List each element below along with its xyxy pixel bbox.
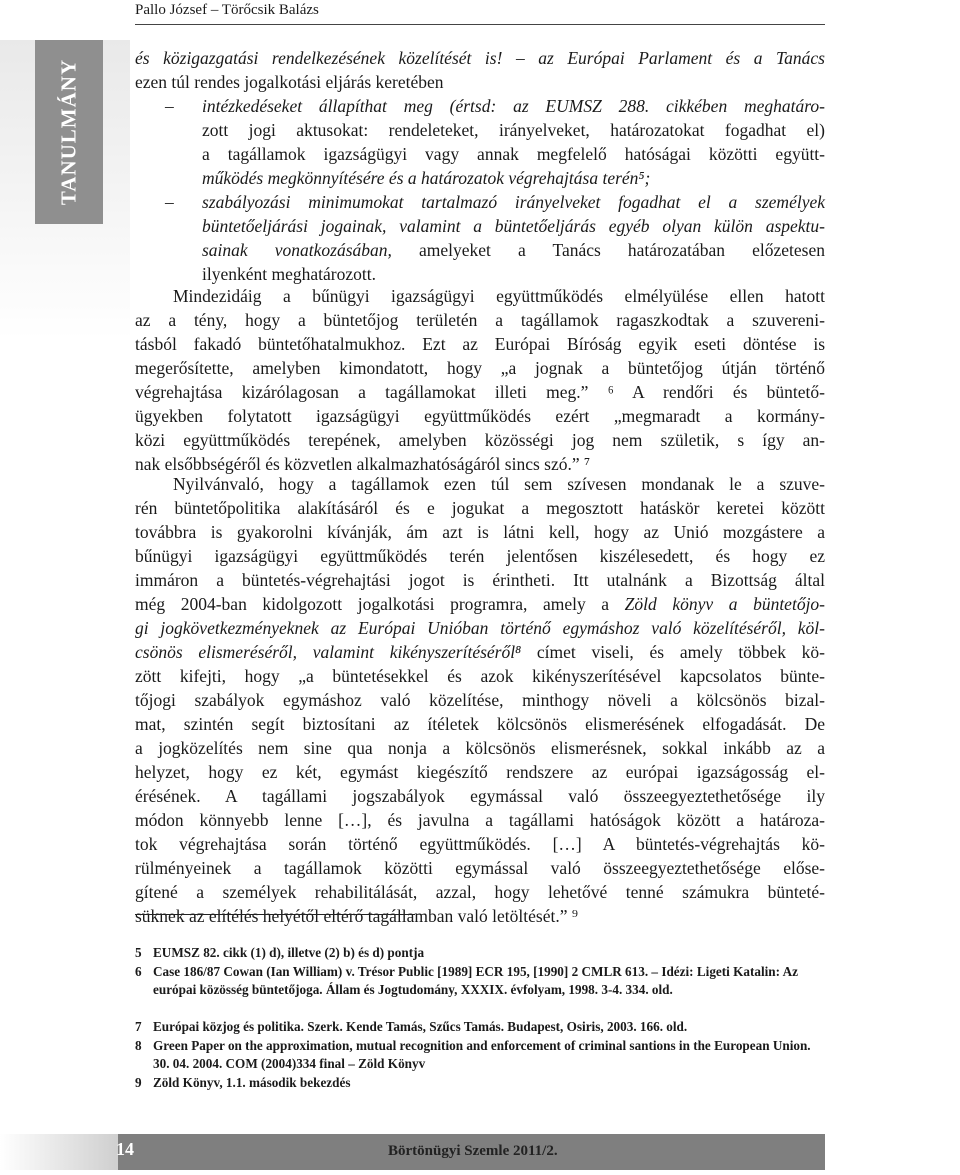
text-line: és közigazgatási rendelkezésének közelítését is! – az Európai Parlament és a Tanács <box>135 48 825 68</box>
page-number: 14 <box>116 1139 134 1159</box>
text-line <box>135 592 825 616</box>
text-line: tásból fakadó büntetőhatalmukhoz. Ezt az Európai Bíróság egyik eseti döntése is <box>135 334 825 354</box>
footnote-text: Case 186/87 Cowan (Ian William) v. Trésor Public [1989] ECR 195, [1990] 2 CMLR 613. – Idézi: Ligeti Katalin: Az európai közösség büntetőjoga. Állam és Jogtudomány, XXXIX. évfolyam, 1998. 3-4. 334. old. <box>153 964 798 997</box>
text-line: immáron a büntetés-végrehajtási jogot is érintheti. Itt utalnánk a Bizottság által <box>135 570 825 590</box>
footnote-text: EUMSZ 82. cikk (1) d), illetve (2) b) és d) pontja <box>153 945 425 960</box>
text-line: működés megkönnyítésére és a határozatok végrehajtása terén⁵; <box>202 168 651 188</box>
text-line: az a tény, hogy a büntetőjog területén a tagállamok ragaszkodtak a szuvereni- <box>135 310 825 330</box>
footnote-text: Európai közjog és politika. Szerk. Kende Tamás, Szűcs Tamás. Budapest, Osiris, 2003. 166. old. <box>153 1019 688 1034</box>
text-fragment: címet viseli, és amely többek kö- <box>521 642 826 662</box>
text-line: süknek az elítélés helyétől eltérő tagállamban való letöltését.” ⁹ <box>135 906 578 926</box>
text-line <box>135 640 825 664</box>
text-line <box>202 238 825 262</box>
text-fragment: Zöld könyv a büntetőjo- <box>624 594 826 614</box>
text-line: a tagállamok igazságügyi vagy annak megfelelő hatóságai közötti együtt- <box>202 144 825 164</box>
text-line: módon könnyebb lenne […], és javulna a tagállami hatóságok között a határoza- <box>135 810 825 830</box>
text-line: rülményeinek a tagállamok közötti egymással való összeegyeztethetősége előse- <box>135 858 825 878</box>
text-line: helyzet, hogy ez két, egymást kiegészítő rendszere az európai igazságosság el- <box>135 762 825 782</box>
text-line: zott jogi aktusokat: rendeleteket, irányelveket, határozatokat fogadhat el) <box>202 120 825 140</box>
running-header <box>135 0 825 25</box>
footnote-number: 6 <box>135 964 142 979</box>
text-line: szabályozási minimumokat tartalmazó irányelveket fogadhat el a személyek <box>202 192 825 212</box>
section-tab-label: TANULMÁNY <box>56 58 81 206</box>
text-line: mat, szintén segít biztosítani az ítéletek kölcsönös elismerésének elfogadását. De <box>135 714 825 734</box>
text-fragment: intézkedéseket állapíthat meg (értsd: az EUMSZ 288. cikkében meghatáro- <box>202 96 825 116</box>
journal-title: Börtönügyi Szemle 2011/2. <box>388 1143 558 1159</box>
text-line: Nyilvánvaló, hogy a tagállamok ezen túl sem szívesen mondanak le a szuve- <box>173 474 825 494</box>
text-line: tok végrehajtása során történő együttműködés. […] A büntetés-végrehajtás kö- <box>135 834 825 854</box>
text-line: a jogközelítés nem sine qua nonja a kölcsönös elismerésnek, sokkal inkább az a <box>135 738 825 758</box>
list-bullet-dash: – <box>165 192 174 212</box>
text-line: tőjogi szabályok egymáshoz való közelítése, minthogy növeli a kölcsönös bizal- <box>135 690 825 710</box>
text-line: rén büntetőpolitika alakításáról és e jogukat a megosztott hatáskör keretei között <box>135 498 825 518</box>
footnote-number: 5 <box>135 945 142 960</box>
text-line: megerősítette, amelyben kimondatott, hogy „a jognak a büntetőjog útján történő <box>135 358 825 378</box>
text-line: ezen túl rendes jogalkotási eljárás keretében <box>135 72 444 92</box>
footnote-number: 9 <box>135 1075 142 1090</box>
text-line: ilyenként meghatározott. <box>202 264 376 284</box>
text-line: ügyekben folytatott igazságügyi együttműködés ezért „megmaradt a kormány- <box>135 406 825 426</box>
text-line: gi jogkövetkezményeknek az Európai Unióban történő egymáshoz való közelítéséről, köl- <box>135 618 825 638</box>
footnote-number: 7 <box>135 1019 142 1034</box>
footer-fade <box>0 1134 118 1170</box>
text-fragment: amelyeket a Tanács határozatában előzetesen <box>391 240 825 260</box>
text-line <box>202 94 825 118</box>
text-line: nak elsőbbségéről és közvetlen alkalmazhatóságáról sincs szó.” ⁷ <box>135 454 591 474</box>
header-authors: Pallo József – Törőcsik Balázs <box>135 2 319 18</box>
text-line: végrehajtása kizárólagosan a tagállamokat illeti meg.” ⁶ A rendőri és büntető- <box>135 382 825 402</box>
text-fragment: csönös elismeréséről, valamint kikényszerítéséről⁸ <box>135 642 522 662</box>
list-bullet-dash: – <box>165 96 174 116</box>
text-line: bűnügyi igazságügyi együttműködés terén jelentősen kiszélesedett, és hogy ez <box>135 546 825 566</box>
footnote-text: Green Paper on the approximation, mutual recognition and enforcement of criminal santions in the European Union. 30. 04. 2004. COM (2004)334 final – Zöld Könyv <box>153 1038 811 1071</box>
text-line: továbbra is gyakorolni kívánják, ám azt is látni kell, hogy az Unió mozgástere a <box>135 522 825 542</box>
section-tab <box>35 40 103 224</box>
text-line: Mindezidáig a bűnügyi igazságügyi együttműködés elmélyülése ellen hatott <box>173 286 825 306</box>
text-line: gítené a személyek rehabilitálását, azzal, hogy lehetővé tenné számukra bünteté- <box>135 882 825 902</box>
footnote-text: Zöld Könyv, 1.1. második bekezdés <box>153 1075 351 1090</box>
text-line: közi együttműködés terepének, amelyben közösségi jog nem születik, s így an- <box>135 430 825 450</box>
text-line: büntetőeljárási jogainak, valamint a büntetőeljárás egyéb olyan külön aspektu- <box>202 216 825 236</box>
footnote-separator <box>135 914 415 915</box>
text-fragment: sainak vonatkozásában, <box>202 240 392 260</box>
footnote-number: 8 <box>135 1038 142 1053</box>
text-line: zött kifejti, hogy „a büntetésekkel és azok kikényszerítésével kapcsolatos bünte- <box>135 666 825 686</box>
text-line: érésének. A tagállami jogszabályok egymással való összeegyeztethetősége ily <box>135 786 825 806</box>
text-fragment: még 2004-ban kidolgozott jogalkotási programra, amely a <box>135 594 625 614</box>
